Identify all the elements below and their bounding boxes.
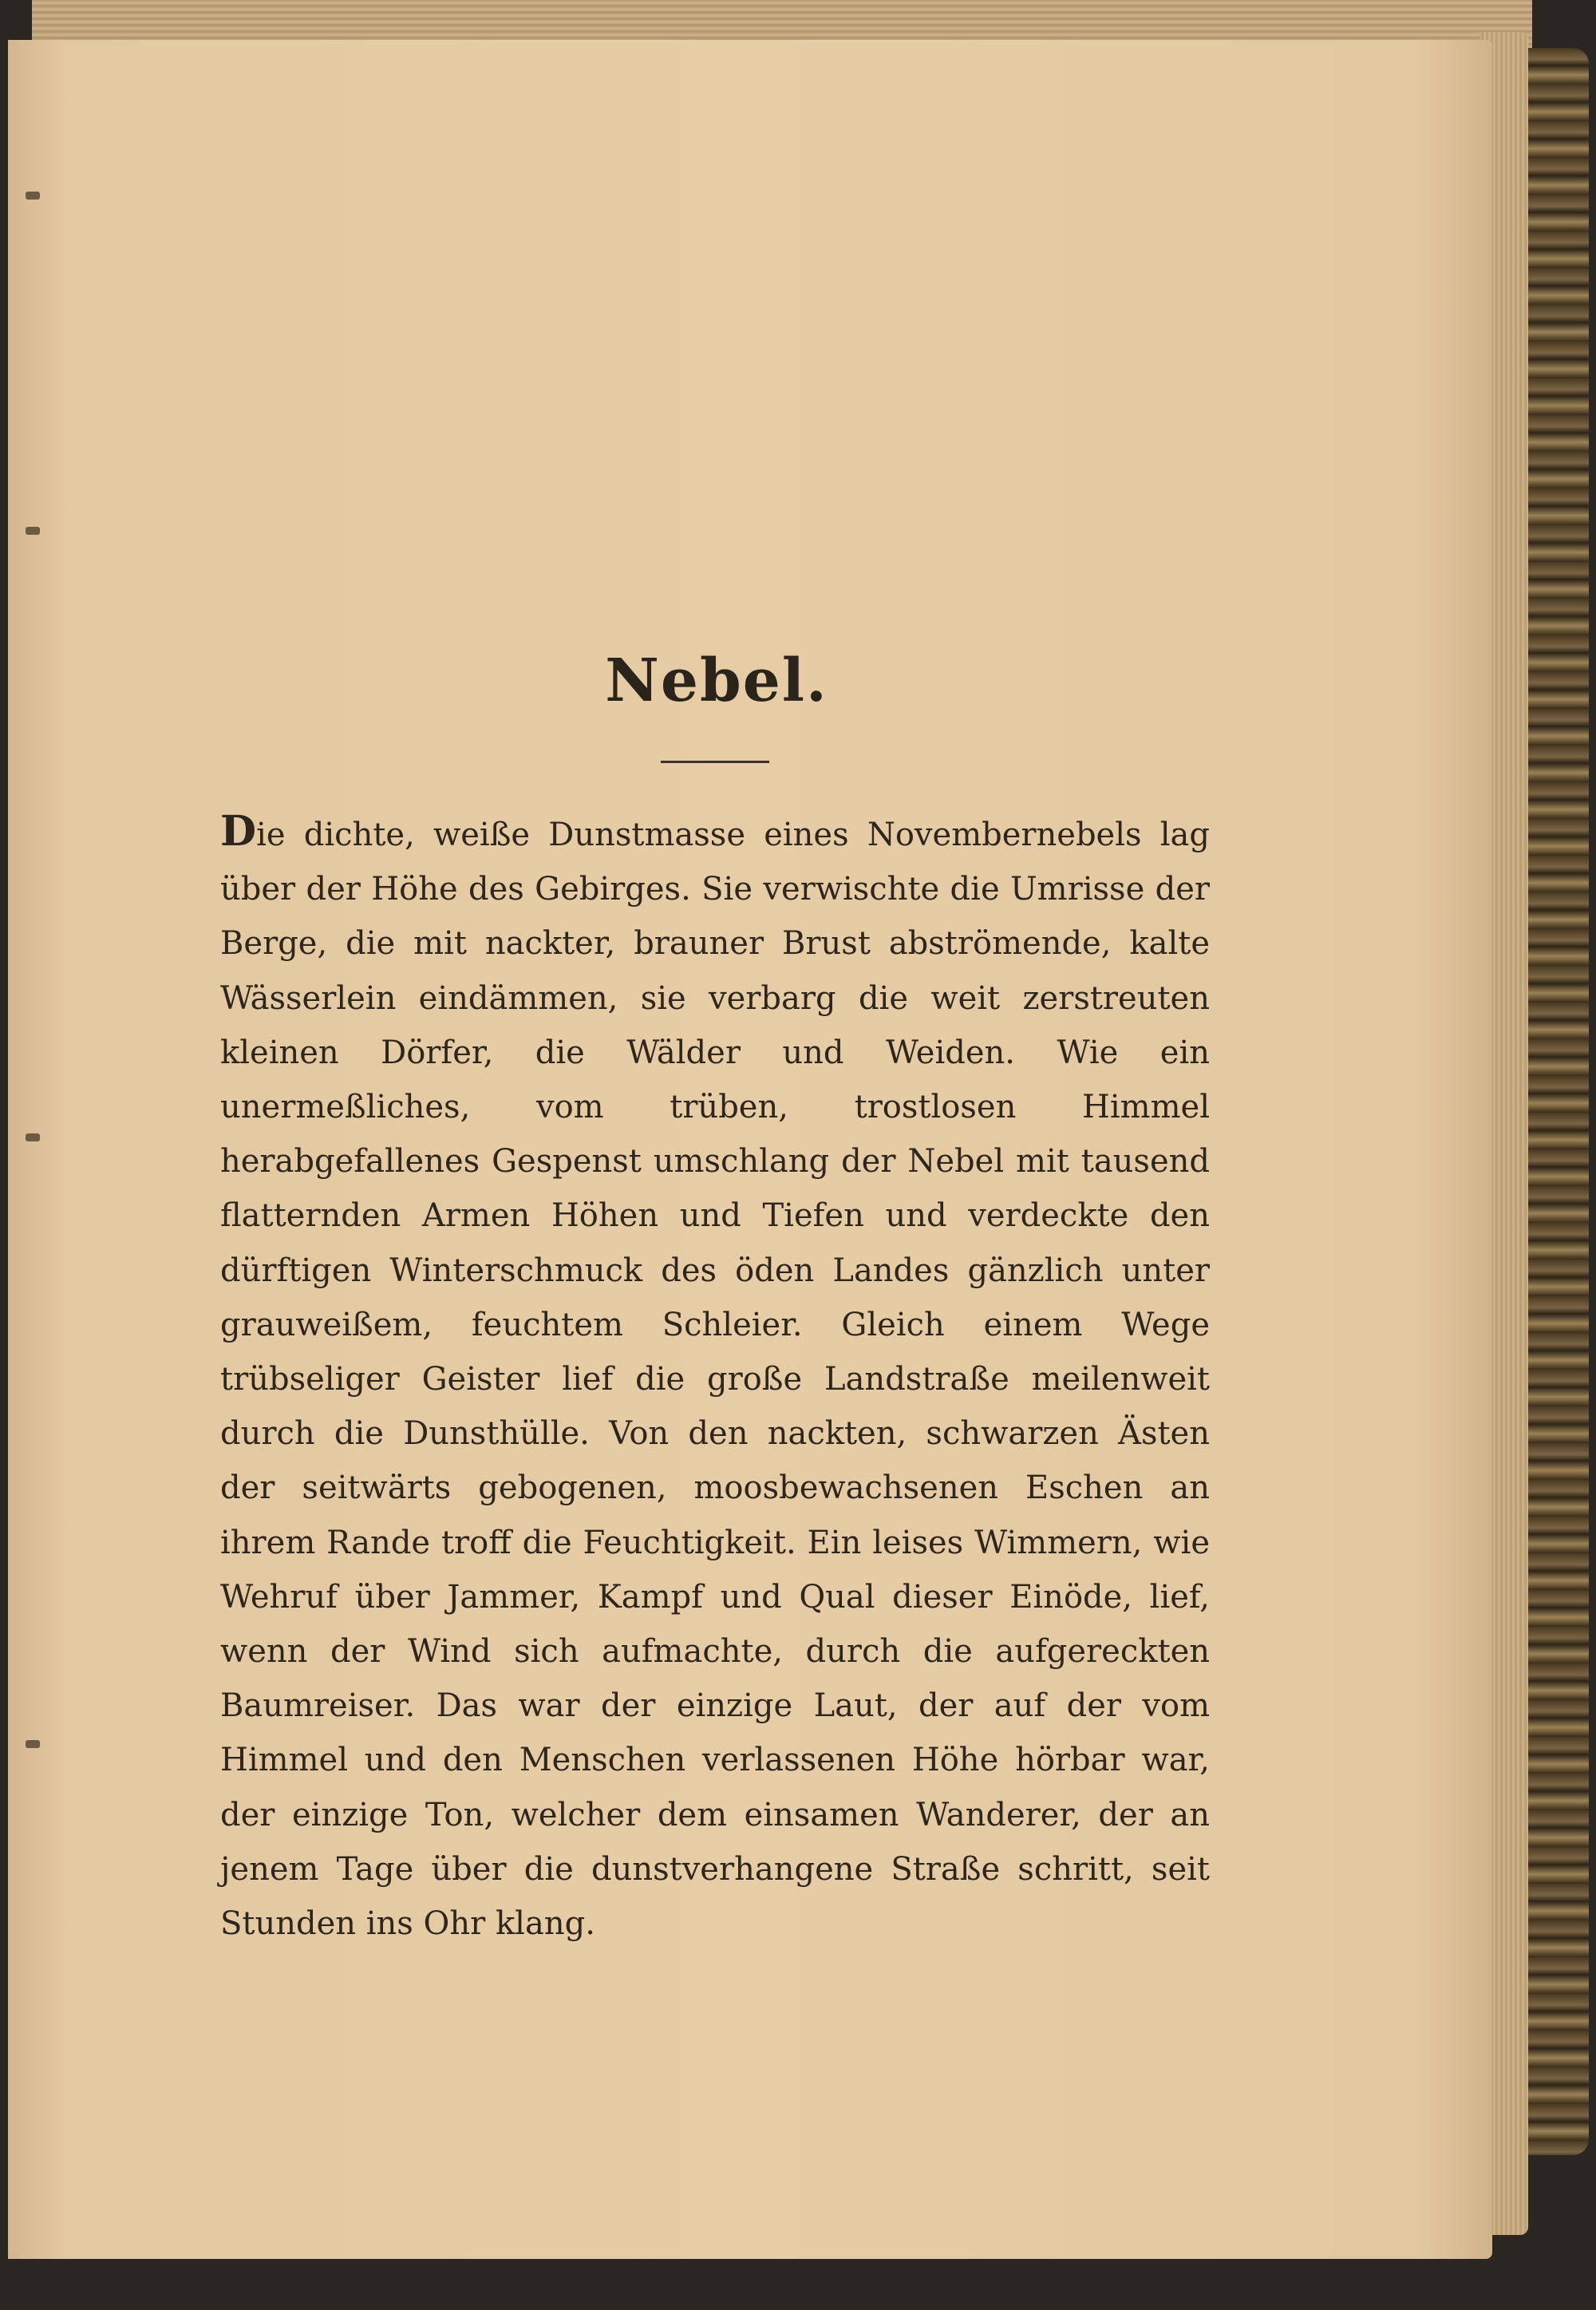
initial-letter: D [220,807,257,856]
chapter-paragraph [220,805,1210,1951]
book-spine [1520,48,1589,2155]
paragraph-text: ie dichte, weiße Dunstmasse eines Novembernebels lag über der Höhe des Gebirges. Sie verwischte die Umrisse der Berge, die mit nackter, brauner Brust abströmende, kalte Wässerlein eindämmen, sie verbarg die weit zerstreuten kleinen Dörfer, die Wälder und Weiden. Wie ein unermeßliches, vom trüben, trostlosen Himmel herabgefallenes Gespenst umschlang der Nebel mit tausend flatternden Armen Höhen und Tiefen und verdeckte den dürftigen Winterschmuck des öden Landes gänzlich unter grauweißem, feuchtem Schleier. Gleich einem Wege trübseliger Geister lief die große Landstraße meilenweit durch die Dunsthülle. Von den nackten, schwarzen Ästen der seitwärts gebogenen, moosbewachsenen Eschen an ihrem Rande troff die Feuchtigkeit. Ein leises Wimmern, wie Wehruf über Jammer, Kampf und Qual dieser Einöde, lief, wenn der Wind sich aufmachte, durch die aufgereckten Baumreiser. Das war der einzige Laut, der auf der vom Himmel und den Menschen verlassenen Höhe hörbar war, der einzige Ton, welcher dem einsamen Wanderer, der an jenem Tage über die dunstverhangene Straße schritt, seit Stunden ins Ohr klang. [220,817,1210,1943]
title-divider [661,761,769,763]
gutter-mark [26,1740,40,1748]
gutter-mark [26,1133,40,1141]
gutter-mark [26,192,40,200]
page-sheet [8,40,1492,2259]
chapter-title: Nebel. [605,647,828,715]
gutter-mark [26,527,40,535]
